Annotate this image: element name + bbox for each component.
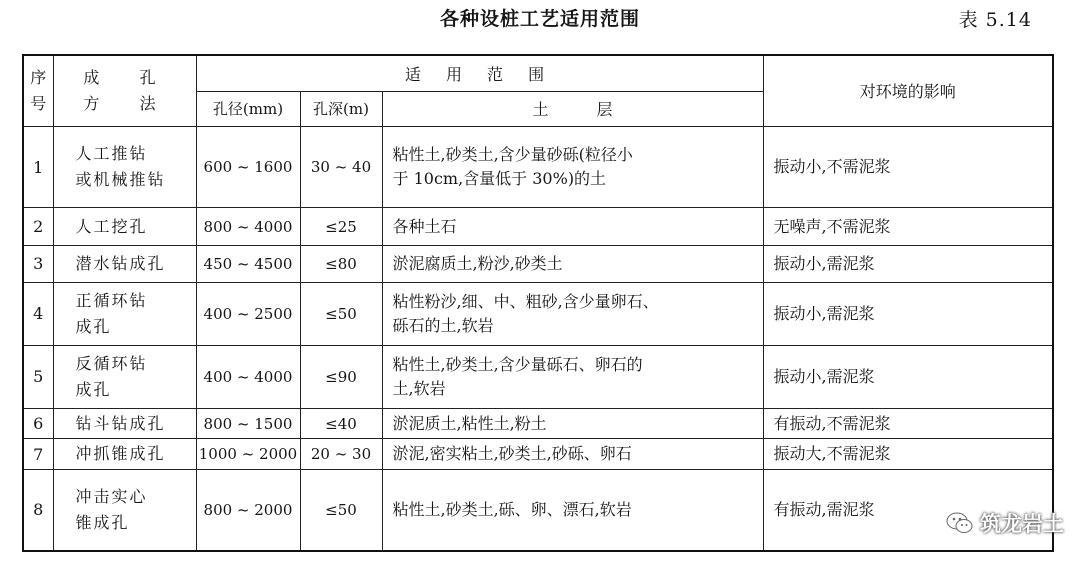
row-soil-line1: 粘性土,砂类土,含少量砾石、卵石的 — [392, 354, 643, 374]
row-impact: 振动小,需泥浆 — [763, 345, 1053, 408]
row-soil — [382, 245, 763, 282]
header-diameter: 孔径(mm) — [196, 92, 300, 127]
header-depth: 孔深(m) — [300, 92, 382, 127]
row-diameter: 450 ~ 4500 — [196, 245, 300, 282]
watermark — [946, 508, 1064, 538]
table-row — [23, 345, 1053, 408]
row-method-line1: 钻斗钻成孔 — [75, 413, 166, 433]
header-method — [53, 55, 196, 126]
row-depth: ≤80 — [300, 245, 382, 282]
row-method — [53, 245, 196, 282]
row-method-line1: 冲抓锥成孔 — [75, 444, 166, 464]
row-no: 3 — [23, 245, 53, 282]
row-soil-line2: 土,软岩 — [392, 378, 446, 398]
table-row — [23, 469, 1053, 551]
row-method-line2: 锥成孔 — [75, 512, 130, 532]
watermark-text: 筑龙岩土 — [980, 512, 1064, 536]
row-diameter: 800 ~ 4000 — [196, 208, 300, 246]
row-depth: ≤50 — [300, 282, 382, 345]
row-depth: ≤40 — [300, 408, 382, 439]
row-diameter: 1000 ~ 2000 — [196, 439, 300, 470]
row-method-line2: 成孔 — [75, 316, 112, 336]
table-row — [23, 408, 1053, 439]
row-diameter: 400 ~ 2500 — [196, 282, 300, 345]
row-no: 2 — [23, 208, 53, 246]
row-diameter: 800 ~ 2000 — [196, 469, 300, 551]
header-method-line1: 成 孔 — [83, 67, 166, 87]
row-method-line1: 人工挖孔 — [75, 216, 148, 236]
row-method-line1: 正循环钻 — [75, 290, 148, 310]
table-number: 表 5.14 — [958, 9, 1032, 31]
header-index-line1: 序 — [30, 67, 47, 87]
row-method — [53, 439, 196, 470]
row-soil-line2: 于 10cm,含量低于 30%)的土 — [392, 169, 607, 189]
row-soil-line1: 淤泥质土,粘性土,粉土 — [392, 413, 547, 433]
row-soil-line1: 粘性粉沙,细、中、粗砂,含少量卵石、 — [392, 291, 659, 311]
row-no: 5 — [23, 345, 53, 408]
row-soil-line1: 淤泥腐质土,粉沙,砂类土 — [392, 253, 563, 273]
row-impact: 无噪声,不需泥浆 — [763, 208, 1053, 246]
table-row — [23, 208, 1053, 246]
row-method — [53, 126, 196, 207]
row-soil-line1: 淤泥,密实粘土,砂类土,砂砾、卵石 — [392, 444, 632, 464]
row-soil — [382, 408, 763, 439]
row-impact: 振动小,不需泥浆 — [763, 126, 1053, 207]
row-soil — [382, 282, 763, 345]
row-method — [53, 469, 196, 551]
row-soil-line2: 砾石的土,软岩 — [392, 315, 494, 335]
header-index — [23, 55, 53, 126]
row-depth: ≤25 — [300, 208, 382, 246]
piling-process-table — [22, 54, 1054, 552]
row-soil — [382, 126, 763, 207]
row-diameter: 800 ~ 1500 — [196, 408, 300, 439]
row-method-line1: 人工推钻 — [75, 144, 148, 164]
table-row — [23, 245, 1053, 282]
row-method-line1: 冲击实心 — [75, 486, 148, 506]
wechat-icon — [946, 511, 974, 535]
row-method-line2: 或机械推钻 — [75, 170, 166, 190]
row-soil — [382, 345, 763, 408]
row-method-line1: 潜水钻成孔 — [75, 253, 166, 273]
row-impact: 有振动,不需泥浆 — [763, 408, 1053, 439]
row-method-line2: 成孔 — [75, 379, 112, 399]
header-impact: 对环境的影响 — [763, 55, 1053, 126]
row-soil-line1: 粘性土,砂类土,砾、卵、漂石,软岩 — [392, 499, 632, 519]
row-soil — [382, 469, 763, 551]
header-row-1 — [23, 55, 1053, 92]
row-soil — [382, 208, 763, 246]
header-index-line2: 号 — [30, 93, 47, 113]
page-title: 各种设桩工艺适用范围 — [439, 8, 640, 30]
row-method — [53, 345, 196, 408]
row-no: 1 — [23, 126, 53, 207]
header-method-line2: 方 法 — [83, 93, 166, 113]
row-method-line1: 反循环钻 — [75, 353, 148, 373]
row-depth: 20 ~ 30 — [300, 439, 382, 470]
row-diameter: 600 ~ 1600 — [196, 126, 300, 207]
row-impact: 振动大,不需泥浆 — [763, 439, 1053, 470]
row-no: 8 — [23, 469, 53, 551]
row-diameter: 400 ~ 4000 — [196, 345, 300, 408]
row-impact: 振动小,需泥浆 — [763, 282, 1053, 345]
table-row — [23, 126, 1053, 207]
row-method — [53, 408, 196, 439]
row-method — [53, 208, 196, 246]
row-depth: ≤50 — [300, 469, 382, 551]
table-row — [23, 439, 1053, 470]
table-row — [23, 282, 1053, 345]
row-soil — [382, 439, 763, 470]
row-method — [53, 282, 196, 345]
row-soil-line1: 粘性土,砂类土,含少量砂砾(粒径小 — [392, 145, 633, 165]
row-no: 7 — [23, 439, 53, 470]
row-impact: 振动小,需泥浆 — [763, 245, 1053, 282]
row-depth: 30 ~ 40 — [300, 126, 382, 207]
row-no: 4 — [23, 282, 53, 345]
row-depth: ≤90 — [300, 345, 382, 408]
header-applicable-range: 适 用 范 围 — [196, 55, 763, 92]
row-impact: 有振动,需泥浆 — [763, 469, 1053, 551]
header-soil: 土 层 — [382, 92, 763, 127]
row-no: 6 — [23, 408, 53, 439]
row-soil-line1: 各种土石 — [392, 216, 457, 236]
